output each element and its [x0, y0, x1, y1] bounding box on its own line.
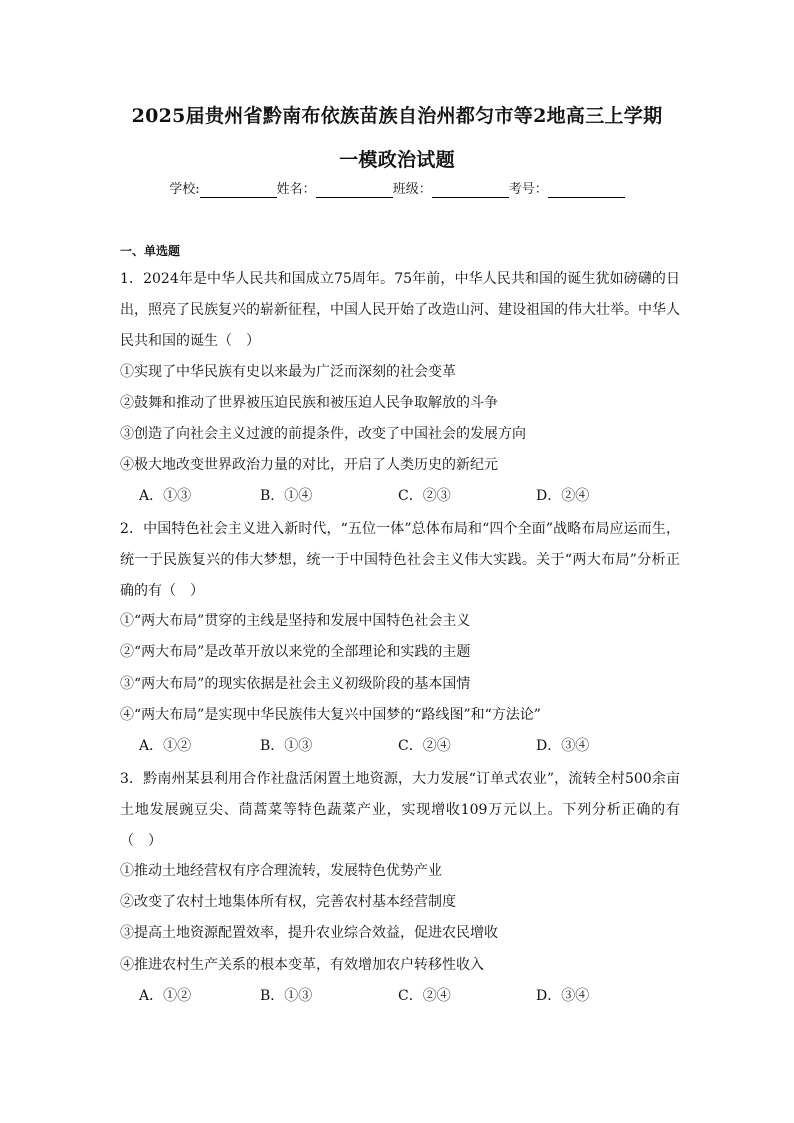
question-2-option-b[interactable]: B．①③ — [260, 738, 313, 754]
question-2-statement-1: ①“两大布局”贯穿的主线是坚持和发展中国特色社会主义 — [120, 613, 471, 629]
question-3-option-c[interactable]: C．②④ — [398, 988, 451, 1004]
question-3-options — [0, 986, 794, 1006]
student-info-row — [0, 182, 794, 198]
number-blank[interactable] — [548, 183, 625, 198]
question-1-option-b[interactable]: B．①④ — [260, 488, 313, 504]
number-label: 考号： — [508, 182, 548, 197]
question-2-option-d[interactable]: D．③④ — [536, 738, 590, 754]
class-field — [393, 182, 509, 198]
section-title: 一、单选题 — [120, 244, 181, 258]
name-field — [277, 182, 393, 198]
class-blank[interactable] — [432, 183, 509, 198]
question-1-statement-3: ③创造了向社会主义过渡的前提条件，改变了中国社会的发展方向 — [120, 426, 526, 442]
class-label: 班级： — [392, 182, 432, 197]
question-3-option-a[interactable]: A．①② — [139, 988, 192, 1004]
question-1-options — [0, 486, 794, 506]
question-1-statement-2: ②鼓舞和推动了世界被压迫民族和被压迫人民争取解放的斗争 — [120, 395, 498, 411]
exam-title-line1: 2025届贵州省黔南布依族苗族自治州都匀市等2地高三上学期 — [131, 105, 663, 127]
question-3-option-b[interactable]: B．①③ — [260, 988, 313, 1004]
question-3-statement-1: ①推动土地经营权有序合理流转，发展特色优势产业 — [120, 863, 442, 879]
question-3-option-d[interactable]: D．③④ — [536, 988, 590, 1004]
name-label: 姓名： — [276, 182, 316, 197]
question-2-statement-3: ③“两大布局”的现实依据是社会主义初级阶段的基本国情 — [120, 676, 471, 692]
school-blank[interactable] — [200, 183, 277, 198]
question-2-statement-4: ④“两大布局”是实现中华民族伟大复兴中国梦的“路线图”和“方法论” — [120, 707, 541, 723]
question-1-option-a[interactable]: A．①③ — [139, 488, 192, 504]
name-blank[interactable] — [316, 183, 393, 198]
question-1-statement-4: ④极大地改变世界政治力量的对比，开启了人类历史的新纪元 — [120, 457, 498, 473]
question-2-stem: 2．中国特色社会主义进入新时代，“五位一体”总体布局和“四个全面”战略布局应运而生，统一于民族复兴的伟大梦想，统一于中国特色社会主义伟大实践。关于“两大布局”分析正确的有（ ） — [120, 521, 680, 599]
question-1-option-c[interactable]: C．②③ — [398, 488, 451, 504]
question-3-stem: 3．黔南州某县利用合作社盘活闲置土地资源，大力发展“订单式农业”，流转全村500余亩土地发展豌豆尖、茼蒿菜等特色蔬菜产业，实现增收109万元以上。下列分析正确的有（ ） — [120, 771, 680, 849]
school-label: 学校: — [169, 182, 200, 197]
question-3-statement-4: ④推进农村生产关系的根本变革，有效增加农户转移性收入 — [120, 957, 484, 973]
question-1-stem: 1．2024年是中华人民共和国成立75周年。75年前，中华人民共和国的诞生犹如磅礴的日出，照亮了民族复兴的崭新征程，中国人民开始了改造山河、建设祖国的伟大壮举。中华人民共和国的诞生（ ） — [120, 271, 680, 349]
exam-title-line2: 一模政治试题 — [339, 149, 455, 171]
number-field — [509, 182, 625, 198]
question-1-statement-1: ①实现了中华民族有史以来最为广泛而深刻的社会变革 — [120, 364, 456, 380]
question-3-statement-3: ③提高土地资源配置效率，提升农业综合效益，促进农民增收 — [120, 925, 498, 941]
question-2-statement-2: ②“两大布局”是改革开放以来党的全部理论和实践的主题 — [120, 644, 471, 660]
question-1-option-d[interactable]: D．②④ — [536, 488, 590, 504]
question-2-options — [0, 736, 794, 756]
question-2-option-c[interactable]: C．②④ — [398, 738, 451, 754]
school-field — [169, 182, 276, 198]
question-3-statement-2: ②改变了农村土地集体所有权，完善农村基本经营制度 — [120, 894, 456, 910]
question-2-option-a[interactable]: A．①② — [139, 738, 192, 754]
